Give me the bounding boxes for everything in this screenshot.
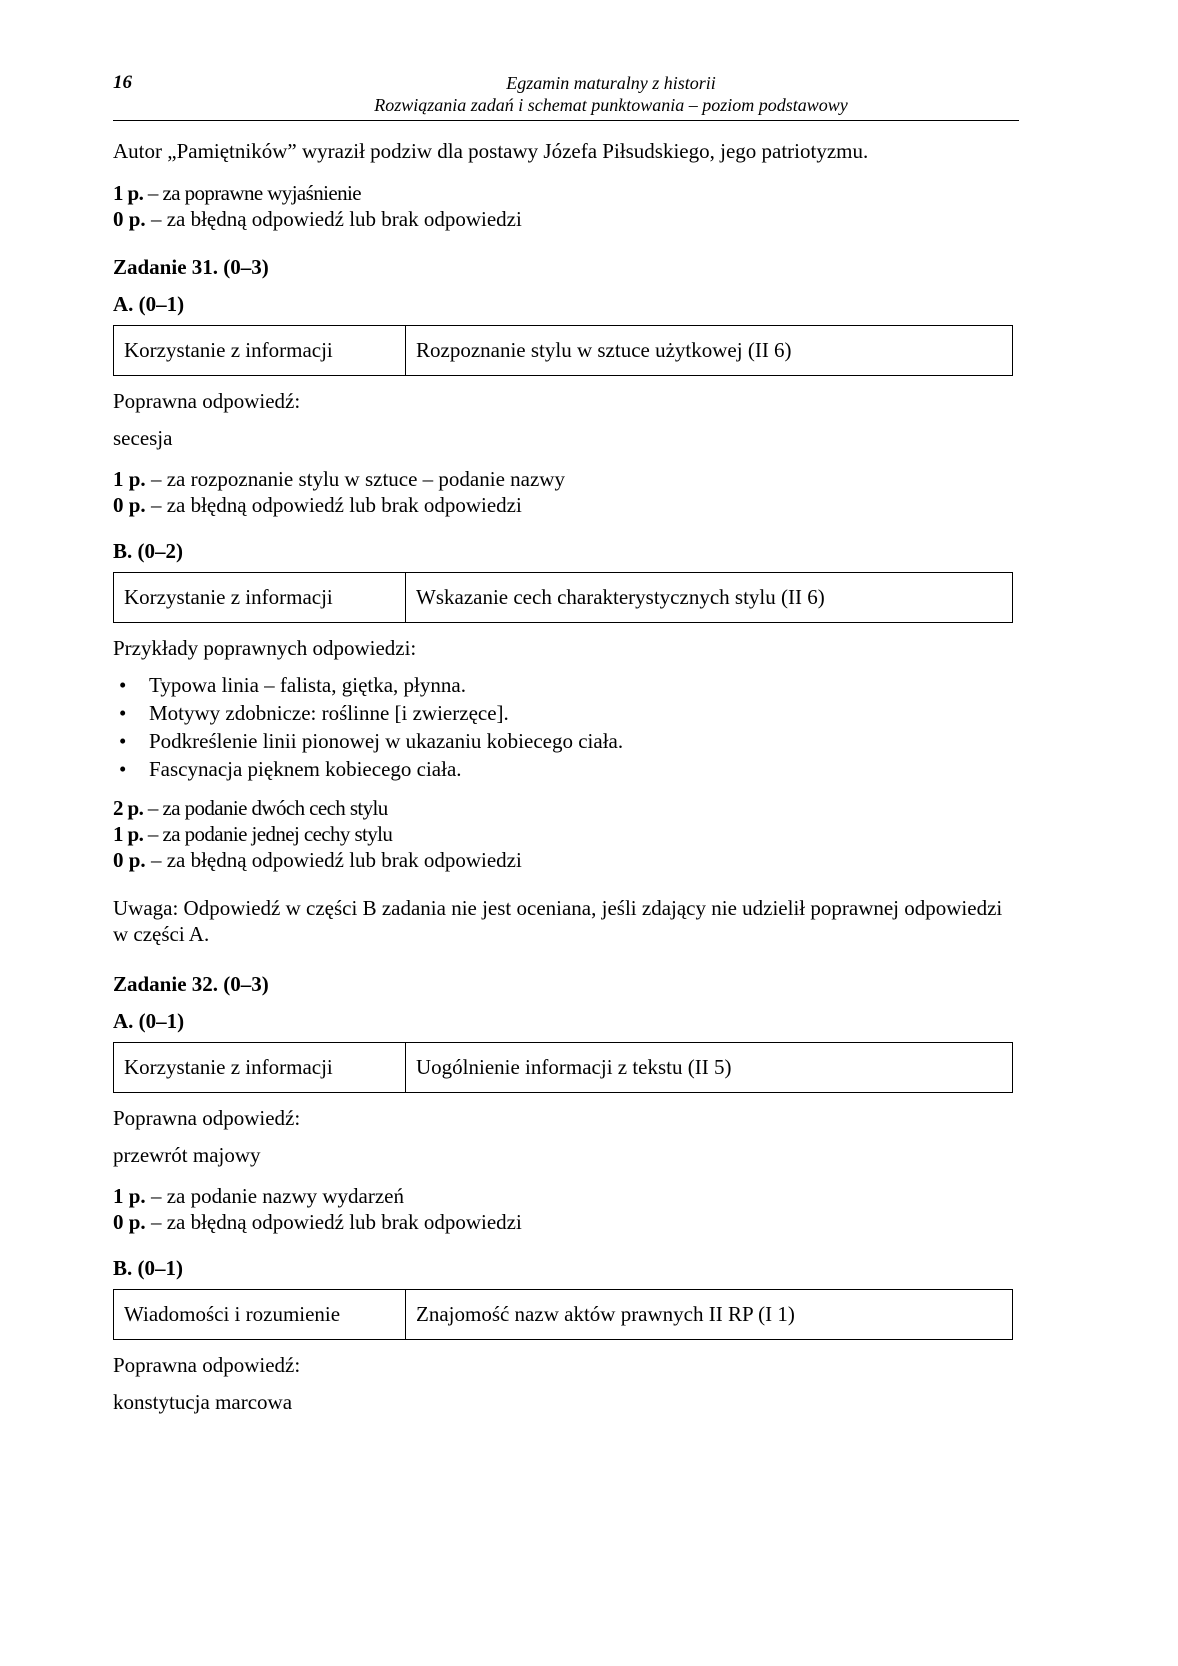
page-header [113, 70, 1019, 121]
bullet-marker: • [119, 729, 127, 753]
task-32-b-requirement-box [113, 1289, 1013, 1340]
score-points: 0 p. [113, 493, 146, 517]
header-line-2: Rozwiązania zadań i schemat punktowania – poziom podstawowy [374, 95, 848, 115]
task-32-a-requirement-box [113, 1042, 1013, 1093]
task-31-a-requirement-box [113, 325, 1013, 376]
answer-label: Poprawna odpowiedź: [113, 1353, 301, 1377]
score-text: – za błędną odpowiedź lub brak odpowiedzi [145, 207, 522, 231]
task-32-part-b-label: B. (0–1) [113, 1256, 183, 1280]
page-content [113, 138, 1019, 1415]
list-item [113, 755, 1019, 783]
list-item-text: Motywy zdobnicze: roślinne [i zwierzęce]. [149, 701, 509, 725]
task-31-a-scoring [113, 466, 1019, 518]
task-31-part-b-label: B. (0–2) [113, 539, 183, 563]
answer-text: konstytucja marcowa [113, 1390, 293, 1414]
requirement-area: Wiadomości i rozumienie [114, 1290, 406, 1339]
bullet-marker: • [119, 701, 127, 725]
score-text: – za błędną odpowiedź lub brak odpowiedzi [145, 1210, 522, 1234]
score-text: – za błędną odpowiedź lub brak odpowiedzi [145, 848, 522, 872]
score-points: 1 p. [113, 1184, 146, 1208]
task-31-note: Uwaga: Odpowiedź w części B zadania nie jest oceniana, jeśli zdający nie udzielił poprawnej odpowiedzi w części A. [113, 896, 1003, 946]
score-text: – za podanie jednej cechy stylu [143, 822, 393, 846]
task-31-part-a-label: A. (0–1) [113, 292, 185, 316]
score-line [113, 206, 1019, 232]
task-31-title: Zadanie 31. (0–3) [113, 255, 269, 279]
score-line [113, 795, 1019, 821]
requirement-area: Korzystanie z informacji [114, 326, 406, 375]
requirement-description: Wskazanie cech charakterystycznych stylu (II 6) [416, 585, 825, 609]
score-points: 0 p. [113, 848, 146, 872]
intro-answer: Autor „Pamiętników” wyraził podziw dla postawy Józefa Piłsudskiego, jego patriotyzmu. [113, 139, 869, 163]
header-title [113, 72, 1019, 116]
score-line [113, 1183, 1019, 1209]
list-item [113, 671, 1019, 699]
score-line [113, 821, 1019, 847]
task-31-b-scoring [113, 795, 1019, 873]
score-line [113, 1209, 1019, 1235]
list-item-text: Typowa linia – falista, giętka, płynna. [149, 673, 466, 697]
task-32-a-scoring [113, 1183, 1019, 1235]
score-text: – za poprawne wyjaśnienie [143, 181, 361, 205]
requirement-description: Uogólnienie informacji z tekstu (II 5) [416, 1055, 732, 1079]
requirement-area: Korzystanie z informacji [114, 573, 406, 622]
list-item-text: Fascynacja pięknem kobiecego ciała. [149, 757, 462, 781]
bullet-marker: • [119, 757, 127, 781]
score-points: 0 p. [113, 1210, 146, 1234]
answer-text: secesja [113, 426, 173, 450]
list-item [113, 727, 1019, 755]
score-line [113, 847, 1019, 873]
requirement-description: Znajomość nazw aktów prawnych II RP (I 1) [416, 1302, 795, 1326]
score-text: – za podanie nazwy wydarzeń [145, 1184, 404, 1208]
requirement-area: Korzystanie z informacji [114, 1043, 406, 1092]
intro-scoring [113, 180, 1019, 232]
score-line [113, 466, 1019, 492]
header-line-1: Egzamin maturalny z historii [506, 73, 716, 93]
answer-label: Poprawna odpowiedź: [113, 1106, 301, 1130]
answer-text: przewrót majowy [113, 1143, 261, 1167]
examples-list [113, 671, 1019, 783]
score-line [113, 492, 1019, 518]
list-item [113, 699, 1019, 727]
requirement-description: Rozpoznanie stylu w sztuce użytkowej (II 6) [416, 338, 792, 362]
score-points: 2 p. [113, 796, 144, 820]
score-line [113, 180, 1019, 206]
score-text: – za rozpoznanie stylu w sztuce – podanie nazwy [145, 467, 565, 491]
answer-label: Poprawna odpowiedź: [113, 389, 301, 413]
score-points: 0 p. [113, 207, 146, 231]
task-32-title: Zadanie 32. (0–3) [113, 972, 269, 996]
bullet-marker: • [119, 673, 127, 697]
score-text: – za podanie dwóch cech stylu [143, 796, 388, 820]
examples-label: Przykłady poprawnych odpowiedzi: [113, 636, 417, 660]
score-points: 1 p. [113, 467, 146, 491]
score-text: – za błędną odpowiedź lub brak odpowiedzi [145, 493, 522, 517]
score-points: 1 p. [113, 181, 144, 205]
task-32-part-a-label: A. (0–1) [113, 1009, 185, 1033]
score-points: 1 p. [113, 822, 144, 846]
page-number: 16 [113, 72, 132, 93]
list-item-text: Podkreślenie linii pionowej w ukazaniu kobiecego ciała. [149, 729, 624, 753]
task-31-b-requirement-box [113, 572, 1013, 623]
